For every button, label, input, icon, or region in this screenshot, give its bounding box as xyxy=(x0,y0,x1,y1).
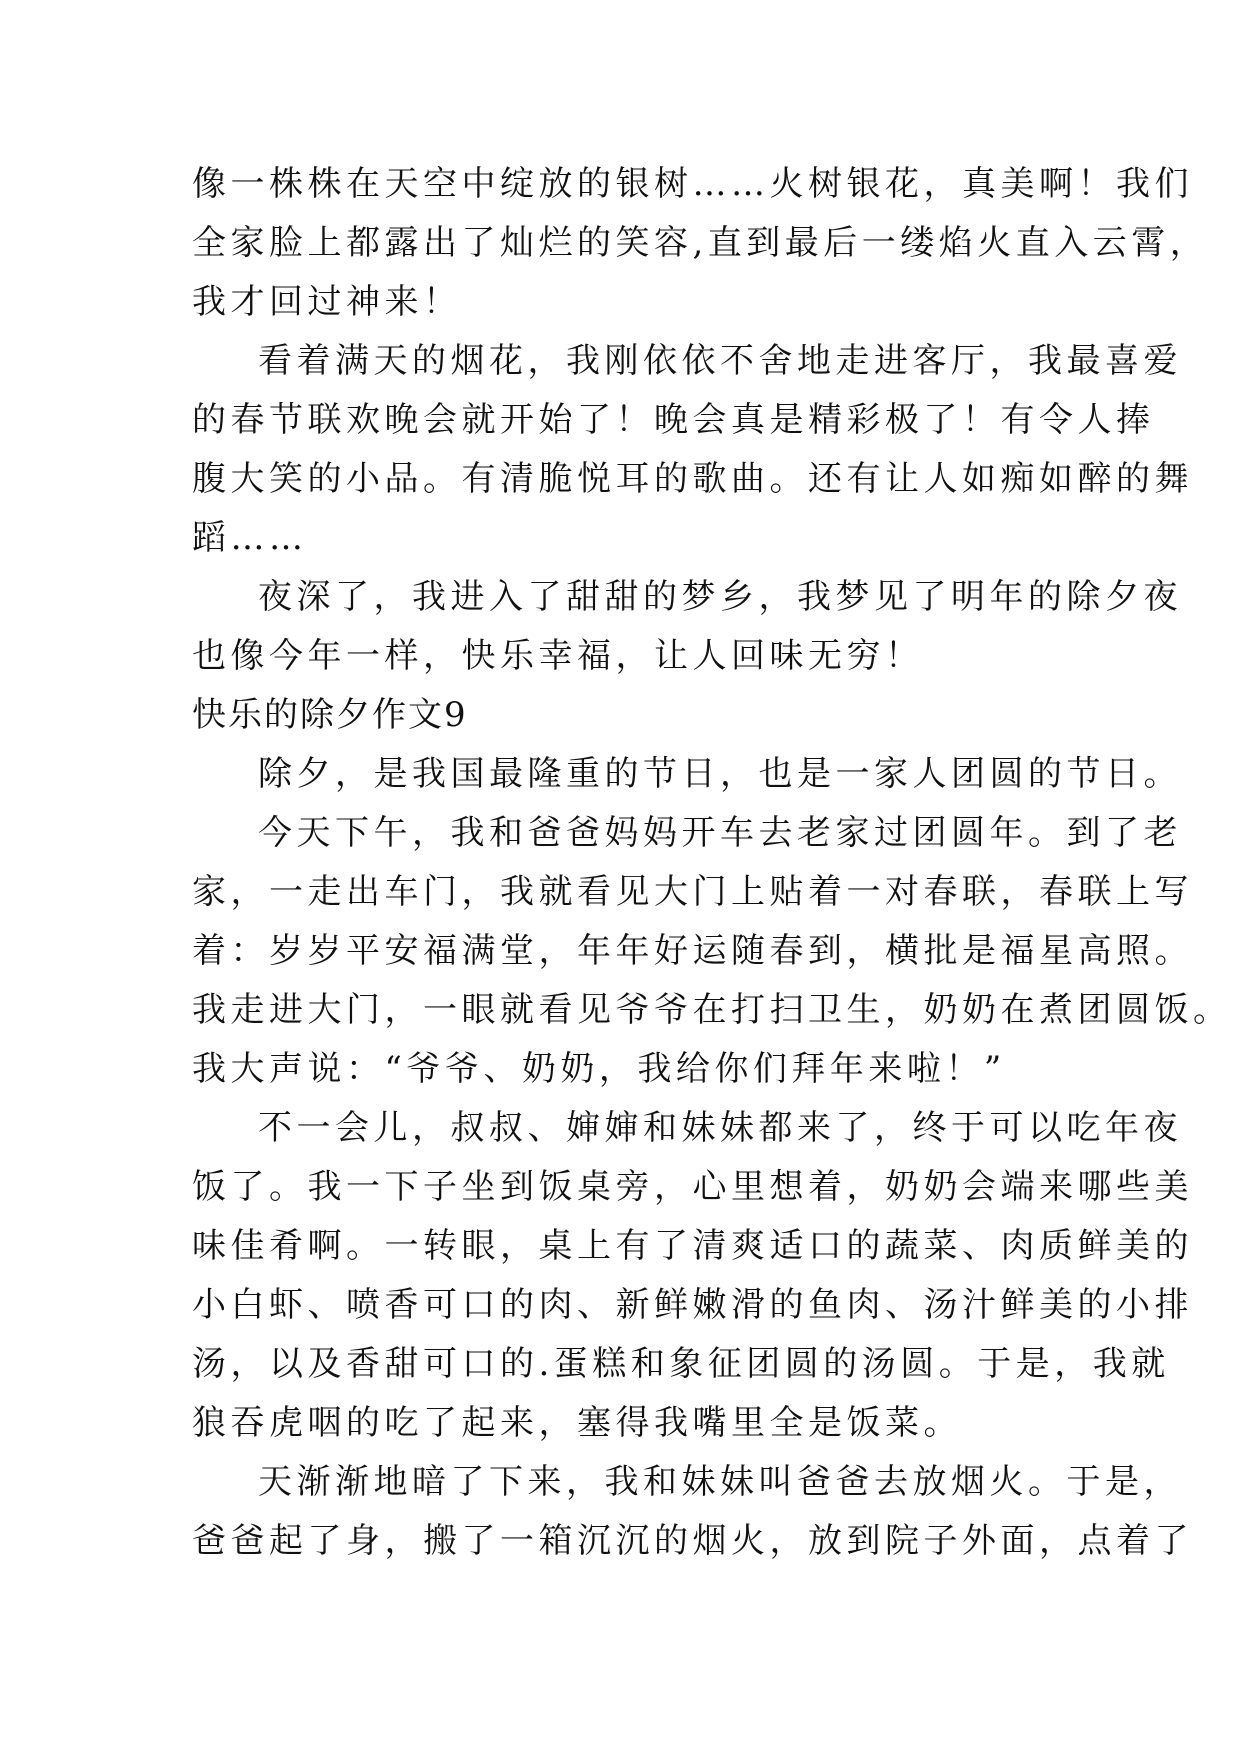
text-line: 全家脸上都露出了灿烂的笑容,直到最后一缕焰火直入云霄， xyxy=(192,223,1209,263)
paragraph-first-line: 天渐渐地暗了下来，我和妹妹叫爸爸去放烟火。于是， xyxy=(258,1462,1182,1502)
text-line: 蹈…… xyxy=(192,518,308,558)
text-line: 爸爸起了身，搬了一箱沉沉的烟火，放到院子外面，点着了 xyxy=(192,1521,1193,1561)
text-line: 也像今年一样，快乐幸福，让人回味无穷！ xyxy=(192,636,924,676)
text-line: 汤，以及香甜可口的.蛋糕和象征团圆的汤圆。于是，我就 xyxy=(192,1344,1170,1384)
text-line: 的春节联欢晚会就开始了！晚会真是精彩极了！有令人捧 xyxy=(192,400,1155,440)
text-line: 家，一走出车门，我就看见大门上贴着一对春联，春联上写 xyxy=(192,872,1193,912)
text-line: 味佳肴啊。一转眼，桌上有了清爽适口的蔬菜、肉质鲜美的 xyxy=(192,1226,1193,1266)
text-line: 我大声说：“爷爷、奶奶，我给你们拜年来啦！” xyxy=(192,1049,1006,1089)
paragraph-first-line: 夜深了，我进入了甜甜的梦乡，我梦见了明年的除夕夜 xyxy=(258,577,1182,617)
paragraph-first-line: 除夕，是我国最隆重的节日，也是一家人团圆的节日。 xyxy=(258,754,1182,794)
text-line: 我走进大门，一眼就看见爷爷在打扫卫生，奶奶在煮团圆饭。 xyxy=(192,990,1232,1030)
text-line: 我才回过神来！ xyxy=(192,282,462,322)
paragraph-first-line: 今天下午，我和爸爸妈妈开车去老家过团圆年。到了老 xyxy=(258,813,1182,853)
text-line: 像一株株在天空中绽放的银树……火树银花，真美啊！我们 xyxy=(192,164,1193,204)
section-heading: 快乐的除夕作文9 xyxy=(192,695,468,735)
text-line: 饭了。我一下子坐到饭桌旁，心里想着，奶奶会端来哪些美 xyxy=(192,1167,1193,1207)
paragraph-first-line: 不一会儿，叔叔、婶婶和妹妹都来了，终于可以吃年夜 xyxy=(258,1108,1182,1148)
paragraph-first-line: 看着满天的烟花，我刚依依不舍地走进客厅，我最喜爱 xyxy=(258,341,1182,381)
text-line: 着：岁岁平安福满堂，年年好运随春到，横批是福星高照。 xyxy=(192,931,1193,971)
text-line: 腹大笑的小品。有清脆悦耳的歌曲。还有让人如痴如醉的舞 xyxy=(192,459,1193,499)
text-line: 小白虾、喷香可口的肉、新鲜嫩滑的鱼肉、汤汁鲜美的小排 xyxy=(192,1285,1193,1325)
text-line: 狼吞虎咽的吃了起来，塞得我嘴里全是饭菜。 xyxy=(192,1403,962,1443)
